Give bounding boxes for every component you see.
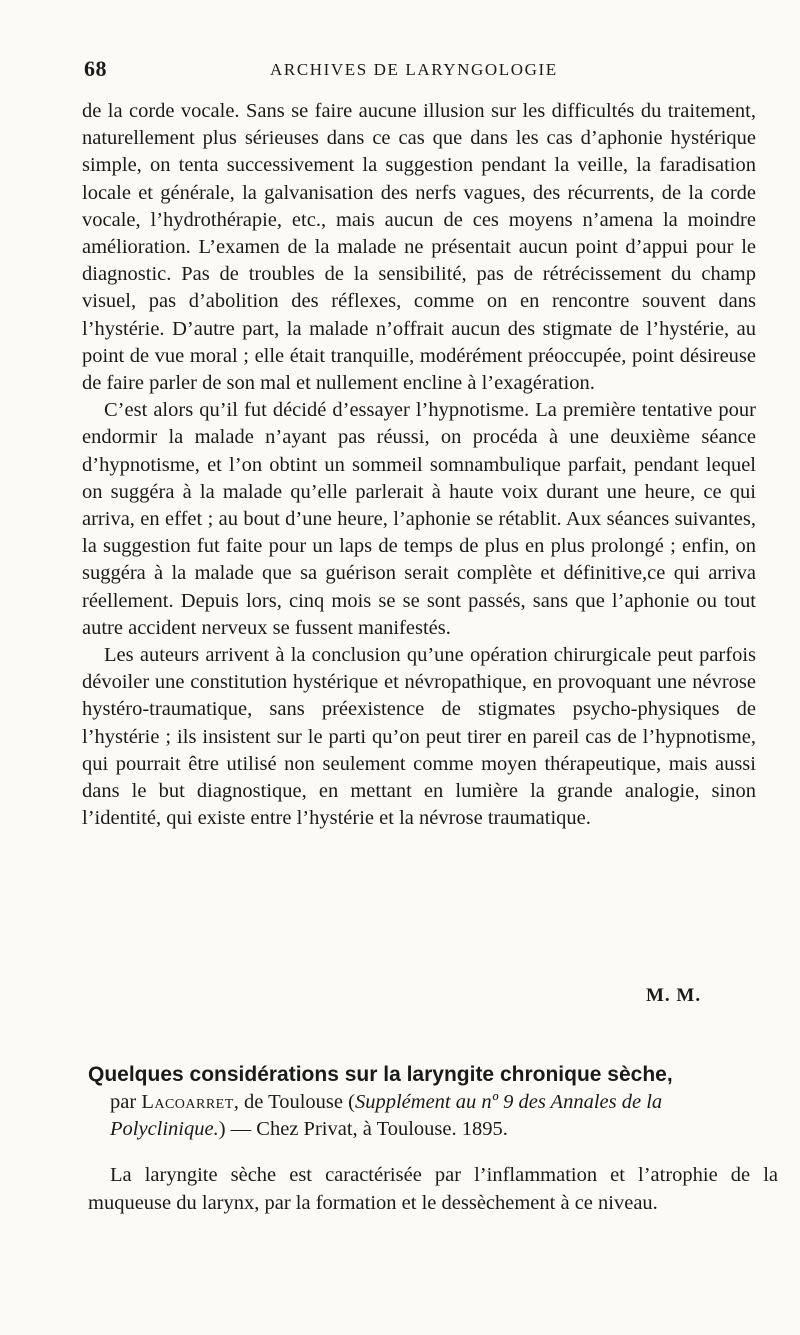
page-header (84, 52, 756, 92)
body-paragraph-2: C’est alors qu’il fut décidé d’essayer l’hypnotisme. La première tentative pour endormir la malade n’ayant pas réussi, on procéda à une deuxième séance d’hypnotisme, et l’on obtint un sommeil somnambulique parfait, pendant lequel on suggéra à la malade qu’elle parlerait à haute voix durant une heure, ce qui arriva, en effet ; au bout d’une heure, l’aphonie se rétablit. Aux séances suivantes, la suggestion fut faite pour un laps de temps de plus en plus prolongé ; enfin, on suggéra à la malade que sa guérison serait complète et définitive,ce qui arriva réellement. Depuis lors, cinq mois se se sont passés, sans que l’aphonie ou tout autre accident nerveux se fussent manifestés. (82, 399, 756, 639)
reference-place: , de Toulouse ( (233, 1091, 355, 1113)
review-paragraph: La laryngite sèche est caractérisée par l’inflammation et l’atrophie de la muqueuse du larynx, par la formation et le dessèchement à ce niveau. (88, 1164, 778, 1214)
author-signature: M. M. (646, 985, 702, 1006)
bibliographic-reference (88, 1061, 768, 1143)
review-body (88, 1162, 778, 1217)
reference-source: Supplément au nº 9 des Annales de la (354, 1091, 663, 1113)
reference-publisher: ) — Chez Privat, à Toulouse. 1895. (218, 1118, 508, 1140)
body-paragraph-1: de la corde vocale. Sans se faire aucune illusion sur les difficultés du traitement, naturellement plus sérieuses dans ce cas que dans les cas d’aphonie hystérique simple, on tenta successivement la suggestion pendant la veille, la faradisation locale et générale, la galvanisation des nerfs vagues, des récurrents, de la corde vocale, l’hydrothérapie, etc., mais aucun de ces moyens n’amena la moindre amélioration. L’examen de la malade ne présentait aucun point d’appui pour le diagnostic. Pas de troubles de la sensibilité, pas de rétrécissement du champ visuel, pas d’abolition des réflexes, comme on en rencontre souvent dans l’hystérie. D’autre part, la malade n’offrait aucun des stigmate de l’hystérie, au point de vue moral ; elle était tranquille, modérément préoccupée, point désireuse de faire parler de son mal et nullement encline à l’exagération. (82, 100, 756, 395)
reference-author: Lacoarret (141, 1091, 234, 1113)
body-paragraph-3: Les auteurs arrivent à la conclusion qu’une opération chirurgicale peut parfois dévoiler une constitution hystérique et névropathique, en provoquant une névrose hystéro-traumatique, sans préexistence de stigmates psycho-physiques de l’hystérie ; ils insistent sur le parti qu’on peut tirer en pareil cas de l’hypnotisme, qui pourrait être utilisé non seulement comme moyen thérapeutique, mais aussi dans le but diagnostique, en mettant en lumière la grande analogie, sinon l’identité, qui existe entre l’hystérie et la névrose traumatique. (82, 644, 756, 830)
reference-line-2 (88, 1116, 768, 1143)
reference-line-1 (88, 1089, 768, 1116)
article-body (82, 98, 756, 832)
reference-title: Quelques considérations sur la laryngite chronique sèche, (88, 1063, 673, 1086)
reference-source-cont: Polyclinique. (110, 1118, 219, 1140)
reference-by: par (110, 1091, 137, 1113)
running-title: ARCHIVES DE LARYNGOLOGIE (270, 60, 558, 79)
page-number: 68 (84, 56, 107, 81)
